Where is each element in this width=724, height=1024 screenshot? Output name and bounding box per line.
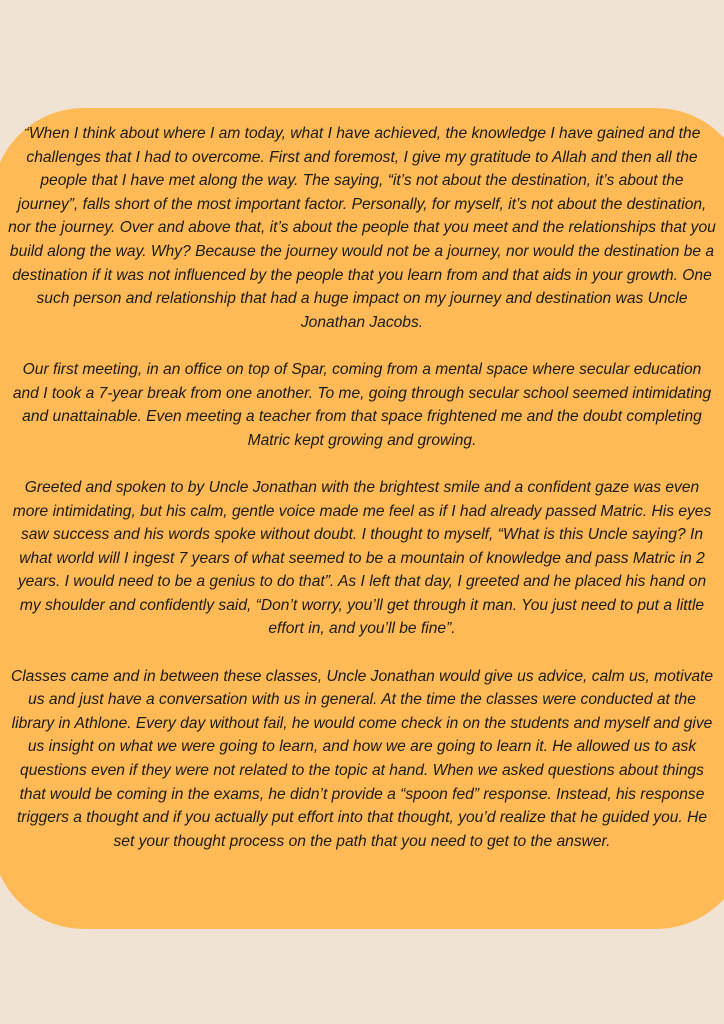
quote-card [0,108,724,929]
paragraph-first-meeting: Our first meeting, in an office on top of Spar, coming from a mental space where secular education and I took a 7-year break from one another. To me, going through secular school seemed intimidating and unattainable. Even meeting a teacher from that space frightened me and the doubt completing Matric kept growing and growing. [12,360,712,449]
paragraph-greeting: Greeted and spoken to by Uncle Jonathan with the brightest smile and a confident gaze was even more intimidating, but his calm, gentle voice made me feel as if I had already passed Matric. His eyes saw success and his words spoke without doubt. I thought to myself, “What is this Uncle saying? In what world will I ingest 7 years of what seemed to be a mountain of knowledge and pass Matric in 2 years. I would need to be a genius to do that”. As I left that day, I greeted and he placed his hand on my shoulder and confidently said, “Don’t worry, you’ll get through it man. You just need to put a little effort in, and you’ll be fine”. [12,478,712,638]
paragraph-classes: Classes came and in between these classes, Uncle Jonathan would give us advice, calm us, motivate us and just have a conversation with us in general. At the time the classes were conducted at the library in Athlone. Every day without fail, he would come check in on the students and myself and give us insight on what we were going to learn, and how we are going to learn it. He allowed us to ask questions even if they were not related to the topic at hand. When we asked questions about things that would be coming in the exams, he didn’t provide a “spoon fed” response. Instead, his response triggers a thought and if you actually put effort into that thought, you’d realize that he guided you. He set your thought process on the path that you need to get to the answer. [10,667,714,850]
testimonial-text [8,122,716,853]
paragraph-intro: “When I think about where I am today, what I have achieved, the knowledge I have gained and the challenges that I had to overcome. First and foremost, I give my gratitude to Allah and then all the people that I have met along the way. The saying, “it’s not about the destination, it’s about the journey”, falls short of the most important factor. Personally, for myself, it’s not about the destination, nor the journey. Over and above that, it’s about the people that you meet and the relationships that you build along the way. Why? Because the journey would not be a journey, nor would the destination be a destination if it was not influenced by the people that you learn from and that aids in your growth. One such person and relationship that had a huge impact on my journey and destination was Uncle Jonathan Jacobs. [8,125,716,331]
